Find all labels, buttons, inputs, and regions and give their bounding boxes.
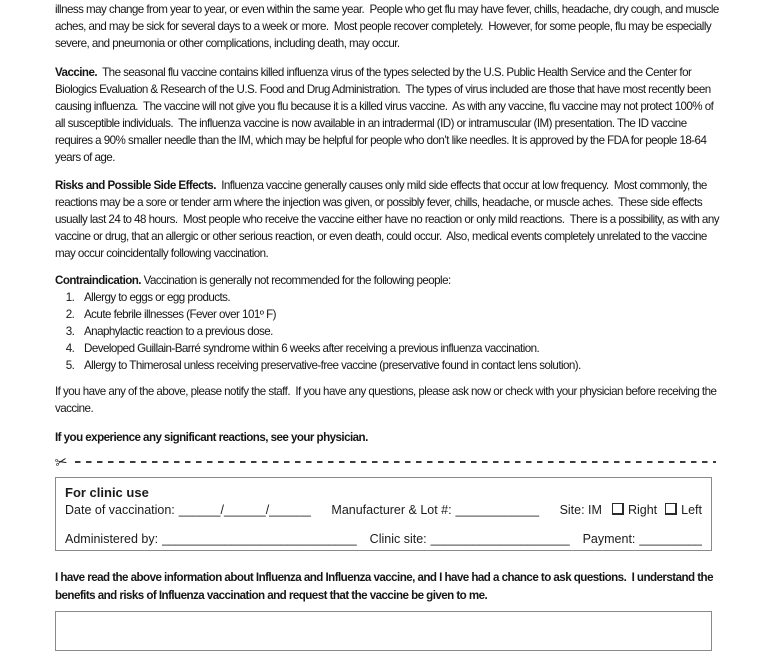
manufacturer-lot-field [331, 502, 539, 518]
payment-blank: _________ [639, 532, 702, 546]
contraindication-paragraph [55, 272, 723, 289]
cut-here-line [55, 453, 716, 471]
date-of-vaccination-field [65, 502, 311, 518]
contraindication-item-5: 5. Allergy to Thimerosal unless receiving preservative-free vaccine (preservative found in contact lens solution). [77, 357, 723, 374]
administered-by-field [65, 531, 357, 547]
payment-field [583, 531, 702, 547]
date-of-vaccination-blank: ______/______/______ [178, 503, 311, 517]
site-left-checkbox [665, 503, 677, 515]
contraindication-body: Vaccination is generally not recommended for the following people: [140, 274, 451, 287]
payment-label: Payment: [582, 532, 636, 546]
document-body-text [55, 1, 723, 446]
signature-box-top-edge [55, 611, 712, 651]
vaccine-heading: Vaccine. [55, 66, 98, 79]
contraindication-item-2: 2. Acute febrile illnesses (Fever over 101º F) [77, 306, 723, 323]
date-of-vaccination-label: Date of vaccination: [65, 503, 175, 517]
contraindication-item-1: 1. Allergy to eggs or egg products. [77, 289, 723, 306]
clinic-box-title: For clinic use [65, 485, 149, 500]
site-field [560, 502, 702, 518]
clinic-site-field [370, 531, 570, 547]
site-right-checkbox [612, 503, 624, 515]
vaccine-paragraph [55, 64, 723, 166]
site-label: Site: IM [559, 503, 602, 517]
scissors-icon: ✂ [53, 452, 70, 472]
vaccine-body: The seasonal flu vaccine contains killed influenza virus of the types selected by the U.S. Public Health Service and the Center for Biologics Evaluation & Research of the U.S. Food and Drug Administration. The types of virus included are those that have most recently been causing influenza. The vaccine will not give you flu because it is a killed virus vaccine. As with any vaccine, flu vaccine may not protect 100% of all susceptible individuals. The influenza vaccine is now available in an intradermal (ID) or intramuscular (IM) presentation. The ID vaccine requires a 90% smaller needle than the IM, which may be helpful for people who don’t like needles. It is approved by the FDA for people 18-64 years of age. [55, 66, 716, 164]
site-left-label: Left [681, 503, 702, 517]
contraindication-list [55, 289, 723, 374]
warning-line: If you experience any significant reactions, see your physician. [55, 431, 368, 444]
contraindication-heading: Contraindication. [55, 274, 141, 287]
clinic-site-label: Clinic site: [369, 532, 427, 546]
administered-by-label: Administered by: [65, 532, 159, 546]
administered-by-blank: ____________________________ [162, 532, 357, 546]
contraindication-item-4: 4. Developed Guillain-Barré syndrome within 6 weeks after receiving a previous influenza vaccination. [77, 340, 723, 357]
notify-paragraph: If you have any of the above, please notify the staff. If you have any questions, please ask now or check with your physician before receiving the vaccine. [55, 385, 720, 415]
dashed-cut-line [75, 461, 716, 464]
manufacturer-lot-label: Manufacturer & Lot #: [331, 503, 452, 517]
contraindication-item-3: 3. Anaphylactic reaction to a previous dose. [77, 323, 723, 340]
site-right-label: Right [627, 503, 658, 517]
clinic-box-row-1 [65, 502, 702, 518]
manufacturer-lot-blank: ____________ [455, 503, 540, 517]
clinic-site-blank: ____________________ [430, 532, 570, 546]
clinic-box-row-2 [65, 531, 702, 547]
consent-paragraph: I have read the above information about Influenza and Influenza vaccine, and I have had a chance to ask questions. I understand the benefits and risks of Influenza vaccination and request that the vaccine be given to me. [55, 571, 716, 602]
risks-body: Influenza vaccine generally causes only mild side effects that occur at low frequency. Most commonly, the reactions may be a sore or tender arm where the injection was given, or possibly fever, chills, headache, or muscle aches. These side effects usually last 24 to 48 hours. Most people who receive the vaccine either have no reaction or only mild reactions. There is a possibility, as with any vaccine or drug, that an allergic or other serious reaction, or even death, could occur. Also, medical events completely unrelated to the vaccine may occur coincidentally following vaccination. [55, 179, 722, 260]
risks-heading: Risks and Possible Side Effects. [55, 179, 216, 192]
risks-paragraph [55, 177, 723, 262]
for-clinic-use-box [55, 477, 712, 551]
intro-paragraph: illness may change from year to year, or even within the same year. People who get flu may have fever, chills, headache, dry cough, and muscle aches, and may be sick for several days to a week or more. Most people recover completely. However, for some people, flu may be especially severe, and pneumonia or other complications, including death, may occur. [55, 3, 722, 50]
